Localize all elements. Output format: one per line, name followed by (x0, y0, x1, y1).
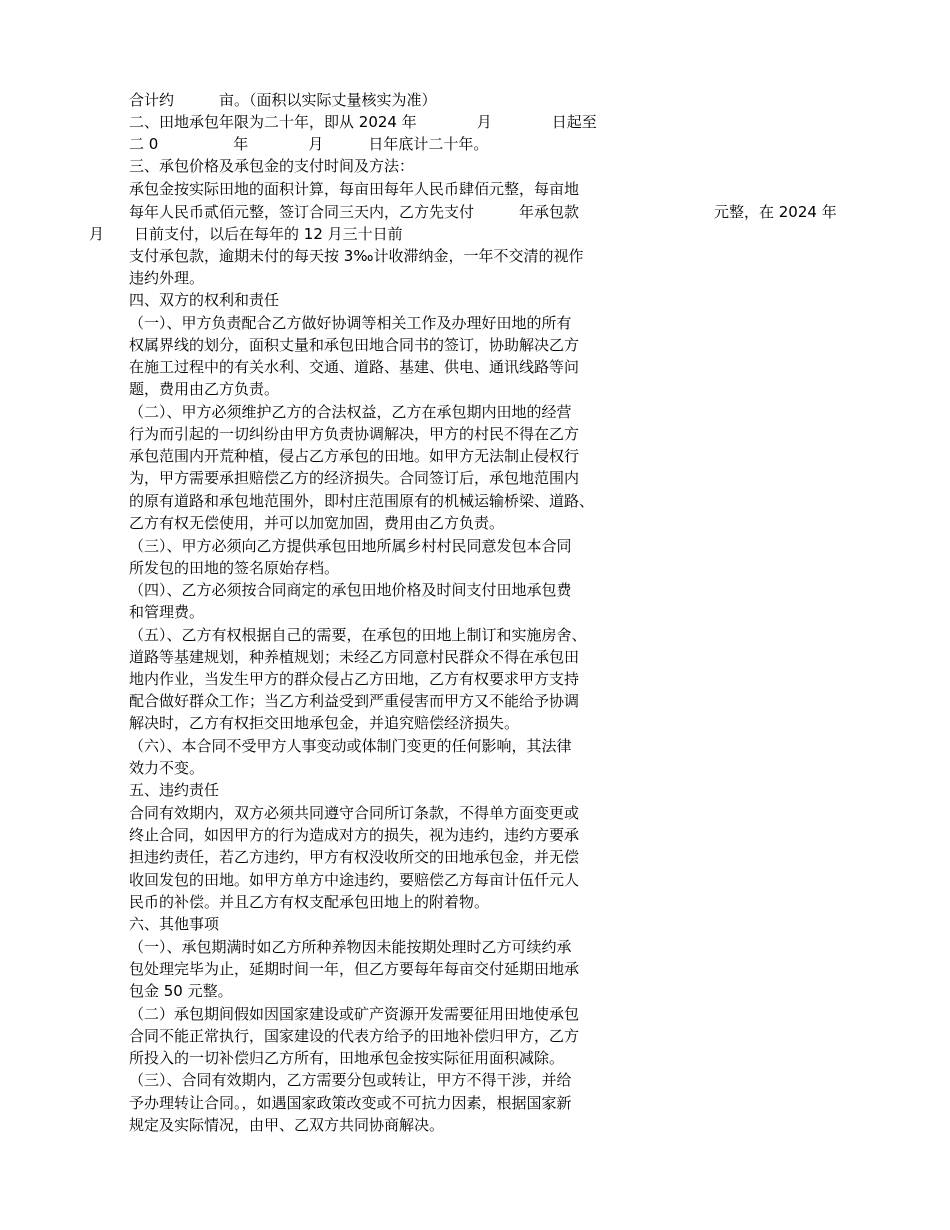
text-line: 终止合同，如因甲方的行为造成对方的损失，视为违约，违约方要承 (129, 826, 580, 844)
text-line: （六）、本合同不受甲方人事变动或体制门变更的任何影响，其法律 (129, 737, 572, 755)
text-line: 合同有效期内，双方必须共同遵守合同所订条款，不得单方面变更或 (129, 804, 580, 822)
text-line: 三、承包价格及承包金的支付时间及方法： (129, 157, 415, 175)
text-line: 配合做好群众工作；当乙方利益受到严重侵害而甲方又不能给予协调 (129, 692, 580, 710)
text-segment: 元整，在 2024 年 (714, 203, 837, 221)
text-line: 为，甲方需要承担赔偿乙方的经济损失。合同签订后，承包地范围内 (129, 469, 580, 487)
text-line: 承包范围内开荒种植，侵占乙方承包的田地。如甲方无法制止侵权行 (129, 447, 580, 465)
section-heading: 五、违约责任 (129, 781, 220, 799)
section-heading: 四、双方的权利和责任 (129, 291, 280, 309)
text-line: 月 日前支付，以后在每年的 12 月三十日前 (89, 225, 403, 243)
text-line: 包处理完毕为止，延期时间一年，但乙方要每年每亩交付延期田地承 (129, 960, 580, 978)
text-line: （二）、甲方必须维护乙方的合法权益，乙方在承包期内田地的经营 (129, 403, 572, 421)
text-line: 收回发包的田地。如甲方单方中途违约，要赔偿乙方每亩计伍仟元人 (129, 871, 580, 889)
text-line: 承包金按实际田地的面积计算，每亩田每年人民币肆佰元整，每亩地 (129, 180, 580, 198)
text-line: 支付承包款，逾期未付的每天按 3‰计收滞纳金，一年不交清的视作 (129, 247, 584, 265)
section-heading: 六、其他事项 (129, 915, 220, 933)
text-line: 合计约 亩。（面积以实际丈量核实为准） (129, 91, 437, 109)
text-line: 违约外理。 (129, 269, 205, 287)
text-line: 包金 50 元整。 (129, 982, 233, 1000)
text-line: （四）、乙方必须按合同商定的承包田地价格及时间支付田地承包费 (129, 581, 572, 599)
text-line: 题，费用由乙方负责。 (129, 380, 280, 398)
text-line: （三）、甲方必须向乙方提供承包田地所属乡村村民同意发包本合同 (129, 537, 572, 555)
text-line: 效力不变。 (129, 759, 205, 777)
text-line: 在施工过程中的有关水利、交通、道路、基建、供电、通讯线路等问 (129, 358, 580, 376)
text-line: （一）、甲方负责配合乙方做好协调等相关工作及办理好田地的所有 (129, 314, 572, 332)
text-line: （五）、乙方有权根据自己的需要，在承包的田地上制订和实施房舍、 (129, 626, 587, 644)
text-line-split (129, 201, 849, 223)
text-line: 二 0 年 月 日年底计二十年。 (129, 135, 489, 153)
text-line: 的原有道路和承包地范围外，即村庄范围原有的机械运输桥梁、道路、 (129, 492, 595, 510)
text-line: 所投入的一切补偿归乙方所有，田地承包金按实际征用面积减除。 (129, 1049, 565, 1067)
text-line: （一）、承包期满时如乙方所种养物因未能按期处理时乙方可续约承 (129, 938, 572, 956)
text-line: 行为而引起的一切纠纷由甲方负责协调解决，甲方的村民不得在乙方 (129, 425, 580, 443)
text-line: 民币的补偿。并且乙方有权支配承包田地上的附着物。 (129, 893, 490, 911)
text-line: 所发包的田地的签名原始存档。 (129, 559, 340, 577)
text-line: 解决时，乙方有权拒交田地承包金，并追究赔偿经济损失。 (129, 714, 520, 732)
text-line: 和管理费。 (129, 603, 205, 621)
text-line: 道路等基建规划，种养植规划；未经乙方同意村民群众不得在承包田 (129, 648, 580, 666)
text-segment: 每年人民币贰佰元整，签订合同三天内，乙方先支付 年承包款 (129, 203, 580, 221)
text-line: 合同不能正常执行，国家建设的代表方给予的田地补偿归甲方，乙方 (129, 1027, 580, 1045)
text-line: 规定及实际情况，由甲、乙双方共同协商解决。 (129, 1116, 445, 1134)
text-line: 乙方有权无偿使用，并可以加宽加固，费用由乙方负责。 (129, 514, 505, 532)
text-line: 予办理转让合同。，如遇国家政策改变或不可抗力因素，根据国家新 (129, 1094, 572, 1112)
text-line: 二、田地承包年限为二十年，即从 2024 年 月 日起至 (129, 113, 597, 131)
text-line: 地内作业，当发生甲方的群众侵占乙方田地，乙方有权要求甲方支持 (129, 670, 580, 688)
text-line: （二）承包期间假如因国家建设或矿产资源开发需要征用田地使承包 (129, 1005, 580, 1023)
text-line: 担违约责任，若乙方违约，甲方有权没收所交的田地承包金，并无偿 (129, 848, 580, 866)
text-line: 权属界线的划分，面积丈量和承包田地合同书的签订，协助解决乙方 (129, 336, 580, 354)
text-line: （三）、合同有效期内，乙方需要分包或转让，甲方不得干涉，并给 (129, 1071, 572, 1089)
